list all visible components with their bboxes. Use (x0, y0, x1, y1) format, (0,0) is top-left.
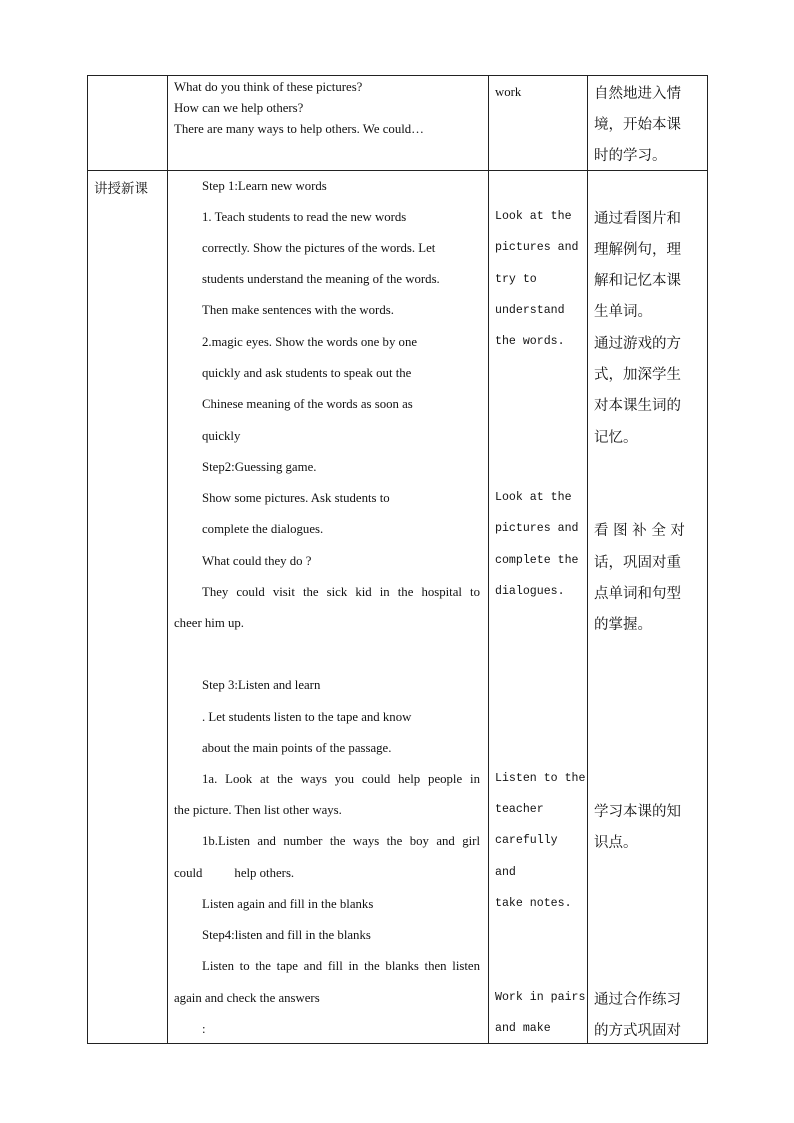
purpose-line: 的方式巩固对 (594, 1023, 681, 1039)
purpose-line: 式，加深学生 (594, 367, 681, 383)
activity-line: and make (495, 1022, 551, 1035)
step-line: Listen again and fill in the blanks (202, 897, 374, 911)
step-line: What could they do ? (202, 554, 312, 568)
activity-line: and (495, 866, 516, 879)
purpose-line: 生单词。 (594, 304, 652, 320)
step-line: the picture. Then list other ways. (174, 803, 342, 817)
intro-purpose-line-3: 时的学习。 (594, 148, 667, 164)
activity-line: dialogues. (495, 585, 565, 598)
purpose-line: 解和记忆本课 (594, 273, 681, 289)
purpose-line: 看 图 补 全 对 (594, 523, 685, 539)
step-line: quickly and ask students to speak out the (202, 366, 412, 380)
step-line: Then make sentences with the words. (202, 303, 394, 317)
step-line: again and check the answers (174, 991, 320, 1005)
row2-label-cell (88, 171, 168, 1044)
row2-purpose-cell (588, 171, 708, 1044)
purpose-line: 通过游戏的方 (594, 336, 681, 352)
intro-activity: work (495, 85, 522, 99)
lesson-plan-table (87, 75, 708, 1044)
intro-purpose-line-2: 境，开始本课 (594, 117, 681, 133)
activity-line: Look at the (495, 210, 572, 223)
step-line: cheer him up. (174, 616, 245, 630)
step-line: students understand the meaning of the words. (202, 272, 440, 286)
intro-line-3: There are many ways to help others. We could… (174, 122, 424, 136)
purpose-line: 点单词和句型 (594, 586, 681, 602)
step-line: . Let students listen to the tape and know (202, 710, 412, 724)
row1-activity-cell (489, 76, 588, 171)
activity-line: Listen to the (495, 772, 586, 785)
activity-line: pictures and (495, 241, 579, 254)
activity-line: understand (495, 304, 565, 317)
section-label: 讲授新课 (94, 181, 148, 197)
step-line: Step 1:Learn new words (202, 179, 327, 193)
activity-line: Work in pairs (495, 991, 586, 1004)
step-line: Listen to the tape and fill in the blanks then listen (202, 959, 480, 973)
step-line: about the main points of the passage. (202, 741, 392, 755)
step-line: 1b.Listen and number the ways the boy and girl (202, 834, 480, 848)
purpose-line: 通过合作练习 (594, 992, 681, 1008)
activity-line: try to (495, 273, 537, 286)
step-line: : (202, 1022, 206, 1036)
intro-line-1: What do you think of these pictures? (174, 80, 363, 94)
step-line: correctly. Show the pictures of the words. Let (202, 241, 436, 255)
activity-line: complete the (495, 554, 579, 567)
row1-label-cell (88, 76, 168, 171)
step-line: Step2:Guessing game. (202, 460, 317, 474)
activity-line: carefully (495, 834, 558, 847)
activity-line: Look at the (495, 491, 572, 504)
row2-content-cell (168, 171, 489, 1044)
step-line: quickly (202, 429, 241, 443)
purpose-line: 对本课生词的 (594, 398, 681, 414)
row1-content-cell (168, 76, 489, 171)
intro-purpose-line-1: 自然地进入情 (594, 86, 681, 102)
purpose-line: 理解例句，理 (594, 242, 681, 258)
intro-line-2: How can we help others? (174, 101, 304, 115)
step-line: Show some pictures. Ask students to (202, 491, 390, 505)
activity-line: take notes. (495, 897, 572, 910)
table-row-new-lesson (88, 171, 708, 1044)
step-line: complete the dialogues. (202, 522, 324, 536)
activity-line: teacher (495, 803, 544, 816)
step-line: 2.magic eyes. Show the words one by one (202, 335, 418, 349)
row1-purpose-cell (588, 76, 708, 171)
purpose-line: 学习本课的知 (594, 804, 681, 820)
purpose-line: 的掌握。 (594, 617, 652, 633)
step-line: Step 3:Listen and learn (202, 678, 321, 692)
purpose-line: 话，巩固对重 (594, 555, 681, 571)
step-line: 1a. Look at the ways you could help people in (202, 772, 480, 786)
step-line: could help others. (174, 866, 295, 880)
step-line: Chinese meaning of the words as soon as (202, 397, 413, 411)
table-row-intro (88, 76, 708, 171)
purpose-line: 识点。 (594, 835, 638, 851)
activity-line: the words. (495, 335, 565, 348)
step-line: They could visit the sick kid in the hospital to (202, 585, 480, 599)
row2-activity-cell (489, 171, 588, 1044)
step-line: 1. Teach students to read the new words (202, 210, 407, 224)
purpose-line: 记忆。 (594, 430, 638, 446)
step-line: Step4:listen and fill in the blanks (202, 928, 371, 942)
purpose-line: 通过看图片和 (594, 211, 681, 227)
activity-line: pictures and (495, 522, 579, 535)
